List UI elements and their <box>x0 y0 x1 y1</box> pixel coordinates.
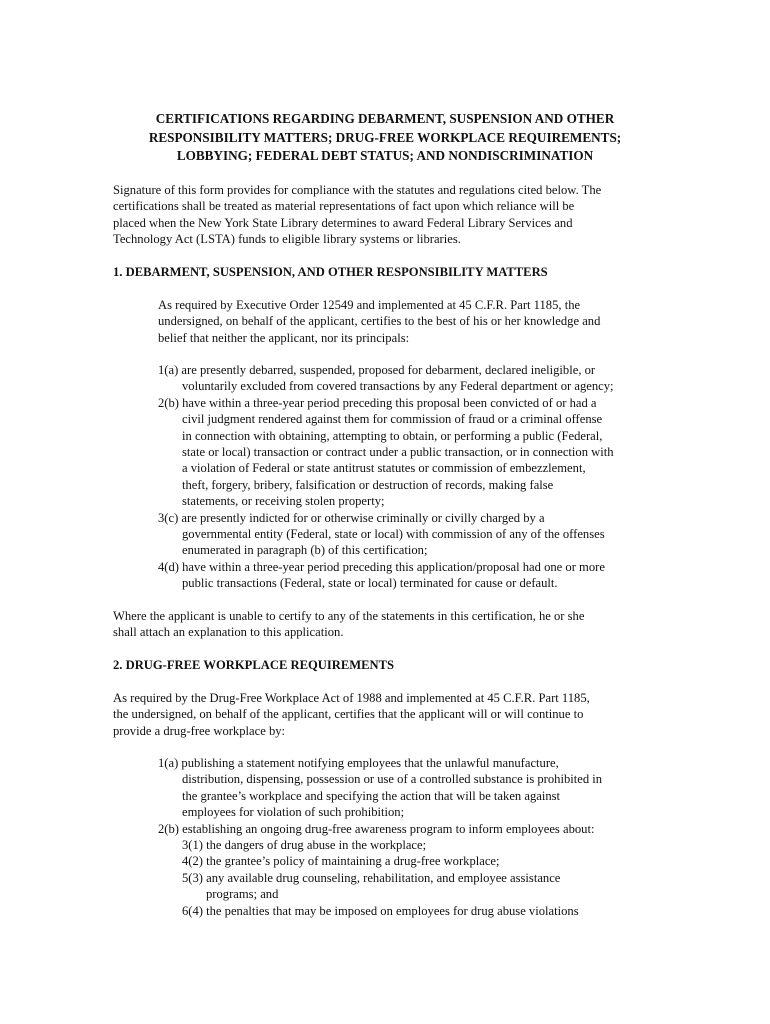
item-line: enumerated in paragraph (b) of this certification; <box>182 543 428 558</box>
text-line: placed when the New York State Library determines to award Federal Library Services and <box>113 215 573 230</box>
item-line: statements, or receiving stolen property; <box>182 494 385 509</box>
text-line: Technology Act (LSTA) funds to eligible library systems or libraries. <box>113 232 461 247</box>
text-line: As required by the Drug-Free Workplace Act of 1988 and implemented at 45 C.F.R. Part 1185, <box>113 691 590 705</box>
text-line: shall attach an explanation to this application. <box>113 625 344 640</box>
section-heading-debarment: 1. DEBARMENT, SUSPENSION, AND OTHER RESPONSIBILITY MATTERS <box>113 265 548 279</box>
item-first-line: 3(c) are presently indicted for or otherwise criminally or civilly charged by a <box>158 510 545 525</box>
intro-paragraph <box>113 182 658 248</box>
item-line: employees for violation of such prohibition; <box>182 805 405 820</box>
text-line: Where the applicant is unable to certify to any of the statements in this certification, he or she <box>113 609 585 623</box>
item-first-line: 1(a) publishing a statement notifying employees that the unlawful manufacture, <box>158 756 559 770</box>
item-line: governmental entity (Federal, state or local) with commission of any of the offenses <box>182 527 605 542</box>
title-line: CERTIFICATIONS REGARDING DEBARMENT, SUSPENSION AND OTHER <box>155 111 615 126</box>
list-item <box>158 821 663 919</box>
unable-to-certify-paragraph <box>113 608 658 641</box>
list-item <box>158 559 663 592</box>
item-line: the grantee’s workplace and specifying the action that will be taken against <box>182 788 561 803</box>
subitem-line: 3(1) the dangers of drug abuse in the workplace; <box>182 838 427 853</box>
item-line: a violation of Federal or state antitrust statutes or commission of embezzlement, <box>182 461 586 476</box>
text-line: As required by Executive Order 12549 and implemented at 45 C.F.R. Part 1185, the <box>158 298 581 312</box>
item-line: civil judgment rendered against them for commission of fraud or a criminal offense <box>182 412 603 427</box>
text-line: undersigned, on behalf of the applicant, certifies to the best of his or her knowledge and <box>158 314 601 329</box>
list-item <box>158 395 663 510</box>
item-line: public transactions (Federal, state or local) terminated for cause or default. <box>182 576 558 591</box>
subitem-line: 6(4) the penalties that may be imposed on employees for drug abuse violations <box>182 903 579 918</box>
subitem-line: programs; and <box>206 887 279 902</box>
list-item <box>158 755 663 821</box>
subitem-line: 5(3) any available drug counseling, rehabilitation, and employee assistance <box>182 870 561 885</box>
list-item <box>158 510 663 559</box>
section-heading-drug-free: 2. DRUG-FREE WORKPLACE REQUIREMENTS <box>113 658 395 672</box>
title-line: LOBBYING; FEDERAL DEBT STATUS; AND NONDISCRIMINATION <box>176 148 594 163</box>
text-line: certifications shall be treated as material representations of fact upon which reliance will be <box>113 199 575 214</box>
title-line: RESPONSIBILITY MATTERS; DRUG-FREE WORKPLACE REQUIREMENTS; <box>148 129 622 145</box>
debarment-list <box>158 362 663 592</box>
text-line: the undersigned, on behalf of the applicant, certifies that the applicant will or will continue to <box>113 707 584 722</box>
text-line: Signature of this form provides for compliance with the statutes and regulations cited below. The <box>113 183 602 197</box>
document-title <box>100 110 670 166</box>
item-first-line: 1(a) are presently debarred, suspended, proposed for debarment, declared ineligible, or <box>158 363 596 377</box>
list-item <box>158 362 663 395</box>
drug-free-intro-paragraph <box>113 690 658 739</box>
text-line: provide a drug-free workplace by: <box>113 723 286 738</box>
debarment-intro-paragraph <box>158 297 658 346</box>
subitem-line: 4(2) the grantee’s policy of maintaining a drug-free workplace; <box>182 854 500 869</box>
item-line: theft, forgery, bribery, falsification or destruction of records, making false <box>182 477 554 492</box>
item-first-line: 4(d) have within a three-year period preceding this application/proposal had one or more <box>158 559 605 574</box>
item-line: voluntarily excluded from covered transactions by any Federal department or agency; <box>182 379 614 394</box>
item-first-line: 2(b) establishing an ongoing drug-free awareness program to inform employees about: <box>158 821 595 836</box>
item-line: distribution, dispensing, possession or use of a controlled substance is prohibited in <box>182 772 603 787</box>
item-first-line: 2(b) have within a three-year period preceding this proposal been convicted of or had a <box>158 395 597 410</box>
item-line: state or local) transaction or contract under a public transaction, or in connection with <box>182 445 614 460</box>
item-line: in connection with obtaining, attempting to obtain, or performing a public (Federal, <box>182 428 603 443</box>
drug-free-list <box>158 755 663 919</box>
text-line: belief that neither the applicant, nor its principals: <box>158 330 410 345</box>
